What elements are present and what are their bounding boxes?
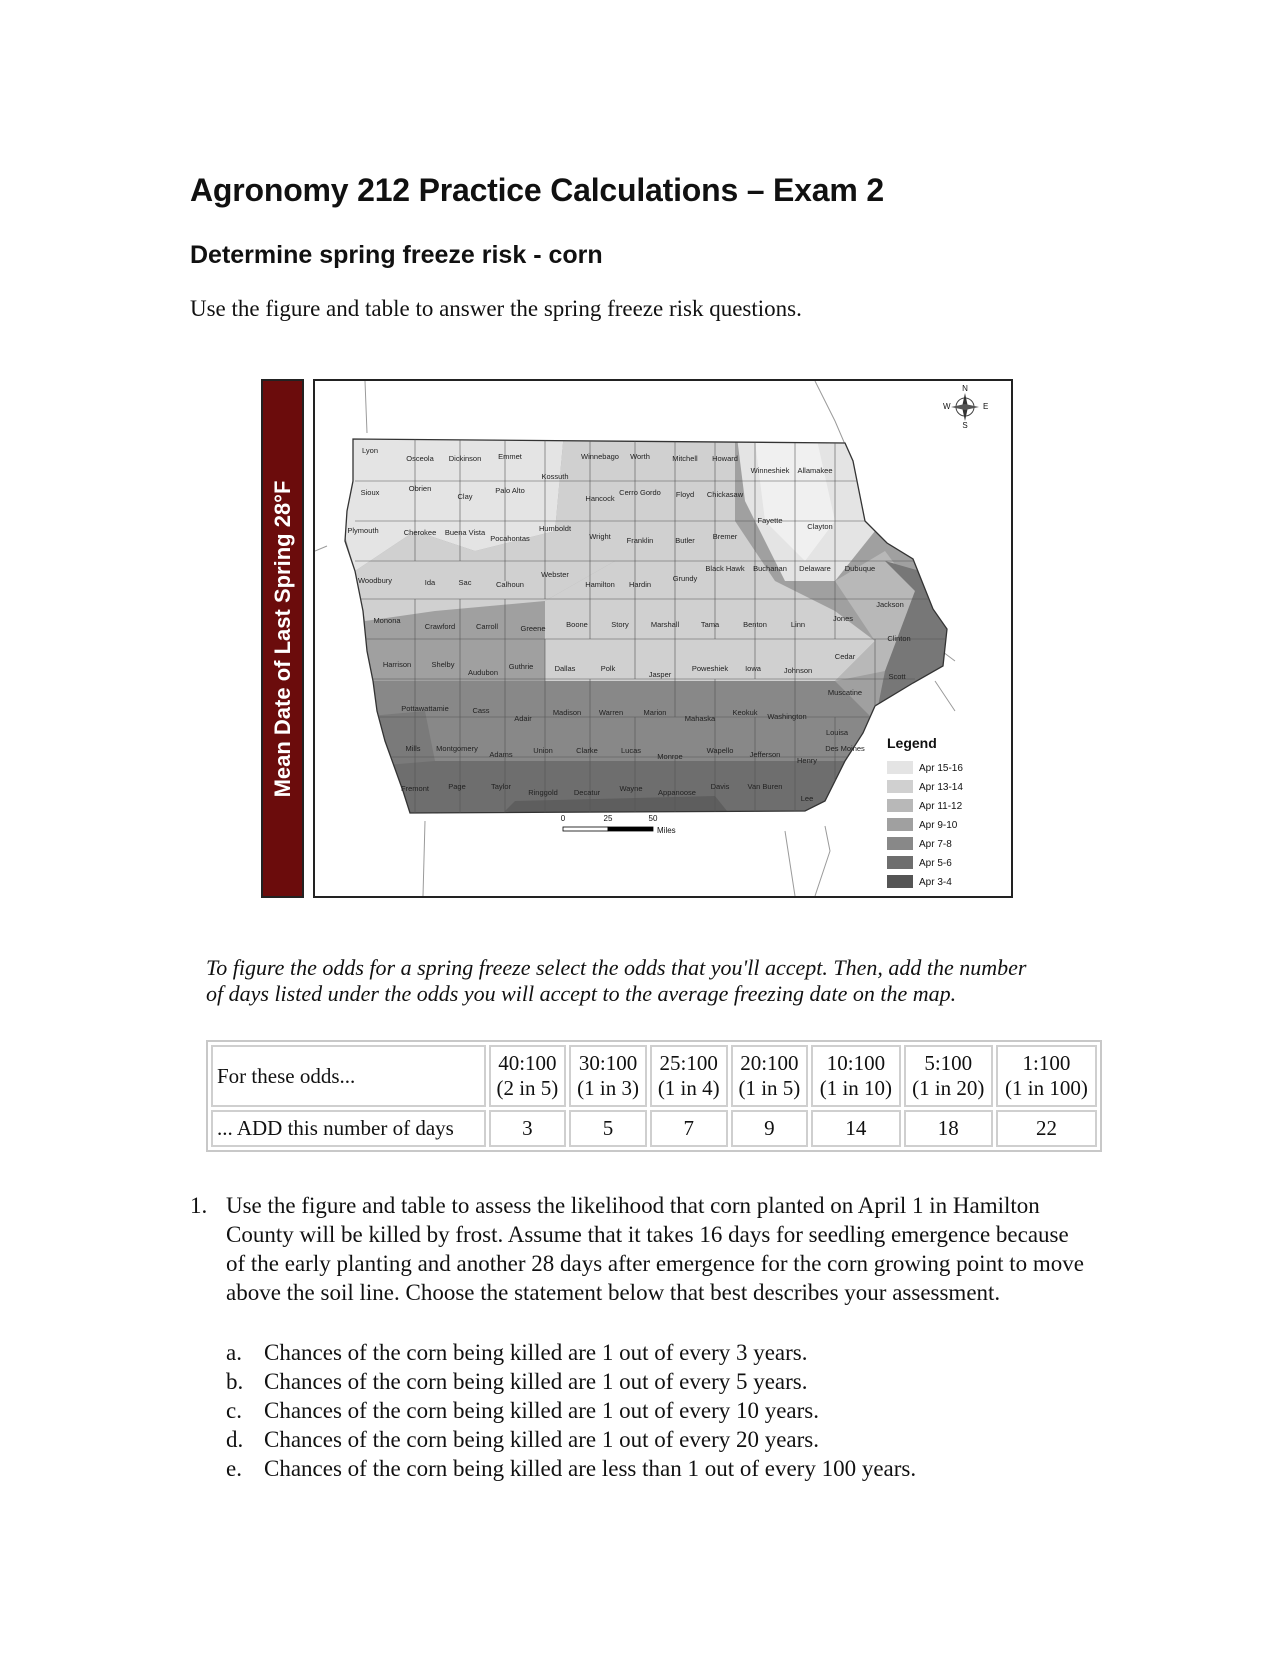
days-cell: 18: [904, 1110, 993, 1147]
days-cell: 9: [731, 1110, 809, 1147]
county-label: Allamakee: [797, 466, 833, 475]
county-label: Washington: [767, 712, 807, 721]
section-heading: Determine spring freeze risk - corn: [190, 241, 603, 269]
county-label: Poweshiek: [691, 664, 729, 673]
county-label: Calhoun: [496, 580, 524, 589]
legend-label: Apr 11-12: [919, 801, 963, 812]
north-arrow-icon: [943, 384, 988, 430]
county-label: Emmet: [498, 452, 522, 461]
svg-text:W: W: [943, 402, 951, 411]
county-label: Audubon: [467, 668, 499, 677]
county-label: Webster: [541, 570, 569, 579]
county-label: Butler: [675, 536, 695, 545]
answer-options: [226, 1338, 1086, 1483]
county-label: Van Buren: [747, 782, 783, 791]
county-label: Black Hawk: [705, 564, 745, 573]
legend-label: Apr 3-4: [919, 877, 952, 888]
county-label: Cherokee: [403, 528, 437, 537]
county-label: Howard: [712, 454, 738, 463]
county-label: Hardin: [628, 580, 652, 589]
county-label: Polk: [600, 664, 616, 673]
county-label: Adair: [514, 714, 532, 723]
county-label: Lee: [800, 794, 814, 803]
county-label: Des Moines: [825, 744, 865, 753]
county-label: Woodbury: [357, 576, 393, 585]
county-label: Boone: [566, 620, 588, 629]
county-label: Sac: [458, 578, 472, 587]
county-label: Worth: [630, 452, 650, 461]
county-label: Cerro Gordo: [619, 488, 661, 497]
svg-text:E: E: [983, 402, 989, 411]
county-label: Lyon: [362, 446, 378, 455]
county-label: Muscatine: [827, 688, 863, 697]
county-label: Wright: [589, 532, 611, 541]
county-label: Keokuk: [732, 708, 758, 717]
odds-cell: 20:100 (1 in 5): [731, 1045, 809, 1107]
county-label: Taylor: [490, 782, 512, 791]
county-label: Chickasaw: [706, 490, 744, 499]
svg-text:0: 0: [560, 814, 566, 823]
county-label: Franklin: [626, 536, 654, 545]
odds-cell: 1:100 (1 in 100): [996, 1045, 1097, 1107]
svg-text:N: N: [962, 384, 968, 393]
county-label: Bremer: [712, 532, 738, 541]
county-label: Mills: [405, 744, 421, 753]
county-label: Ringgold: [528, 788, 558, 797]
county-label: Hancock: [585, 494, 615, 503]
legend-swatch: [887, 856, 913, 869]
option-d: d. Chances of the corn being killed are 1 out of every 20 years.: [226, 1427, 819, 1452]
county-label: Clay: [457, 492, 473, 501]
county-label: Iowa: [745, 664, 761, 673]
county-label: Jones: [832, 614, 854, 623]
scale-bar: [561, 814, 676, 835]
county-label: Harrison: [382, 660, 412, 669]
odds-cell: 10:100 (1 in 10): [811, 1045, 900, 1107]
county-label: Mahaska: [684, 714, 716, 723]
county-label: Dallas: [554, 664, 576, 673]
county-label: Obrien: [408, 484, 432, 493]
days-cell: 7: [650, 1110, 728, 1147]
county-label: Tama: [700, 620, 720, 629]
days-cell: 14: [811, 1110, 900, 1147]
legend-swatch: [887, 780, 913, 793]
odds-cell: 30:100 (1 in 3): [569, 1045, 647, 1107]
county-label: Crawford: [424, 622, 456, 631]
county-label: Monroe: [657, 752, 683, 761]
legend-label: Apr 5-6: [919, 858, 952, 869]
days-cell: 3: [489, 1110, 567, 1147]
option-e: e. Chances of the corn being killed are less than 1 out of every 100 years.: [226, 1456, 917, 1481]
county-label: Lucas: [620, 746, 642, 755]
legend-swatch: [887, 837, 913, 850]
county-label: Marshall: [650, 620, 680, 629]
iowa-map-svg: [315, 381, 1011, 896]
county-label: Henry: [796, 756, 818, 765]
county-label: Marion: [643, 708, 667, 717]
odds-table: [206, 1040, 1102, 1152]
county-label: Linn: [790, 620, 806, 629]
svg-text:S: S: [962, 421, 968, 430]
county-label: Page: [448, 782, 466, 791]
county-label: Benton: [743, 620, 767, 629]
svg-text:Miles: Miles: [657, 826, 676, 835]
county-label: Jasper: [648, 670, 672, 679]
county-label: Shelby: [431, 660, 455, 669]
legend-label: Apr 13-14: [919, 782, 963, 793]
legend: [887, 735, 963, 888]
county-label: Grundy: [672, 574, 698, 583]
odds-cell: 5:100 (1 in 20): [904, 1045, 993, 1107]
county-label: Kossuth: [541, 472, 569, 481]
odds-row-header: For these odds...: [211, 1045, 486, 1107]
county-label: Fayette: [757, 516, 783, 525]
legend-label: Apr 15-16: [919, 763, 963, 774]
county-label: Story: [611, 620, 629, 629]
county-label: Guthrie: [508, 662, 534, 671]
county-label: Appanoose: [658, 788, 696, 797]
county-label: Humboldt: [538, 524, 572, 533]
county-label: Louisa: [825, 728, 849, 737]
county-label: Clayton: [807, 522, 833, 531]
option-c: c. Chances of the corn being killed are 1 out of every 10 years.: [226, 1398, 819, 1423]
days-row-header: ... ADD this number of days: [211, 1110, 486, 1147]
question-number: 1.: [190, 1193, 208, 1218]
county-label: Jefferson: [749, 750, 781, 759]
county-label: Greene: [520, 624, 546, 633]
option-a: a. Chances of the corn being killed are 1 out of every 3 years.: [226, 1340, 808, 1365]
county-label: Cass: [472, 706, 490, 715]
county-label: Clarke: [576, 746, 598, 755]
county-label: Dubuque: [844, 564, 876, 573]
county-label: Hamilton: [585, 580, 615, 589]
banner-title: Mean Date of Last Spring 28°F: [269, 480, 295, 797]
legend-label: Apr 9-10: [919, 820, 958, 831]
legend-swatch: [887, 799, 913, 812]
county-label: Johnson: [783, 666, 813, 675]
legend-label: Apr 7-8: [919, 839, 952, 850]
county-label: Monona: [373, 616, 401, 625]
county-label: Pocahontas: [490, 534, 530, 543]
odds-cell: 40:100 (2 in 5): [489, 1045, 567, 1107]
legend-swatch: [887, 818, 913, 831]
legend-swatch: [887, 875, 913, 888]
county-label: Carroll: [475, 622, 499, 631]
county-label: Floyd: [675, 490, 695, 499]
county-label: Cedar: [834, 652, 856, 661]
county-label: Buchanan: [753, 564, 787, 573]
county-label: Osceola: [406, 454, 434, 463]
county-label: Union: [533, 746, 553, 755]
county-label: Dickinson: [448, 454, 482, 463]
county-label: Winneshiek: [750, 466, 790, 475]
question-text: Use the figure and table to assess the likelihood that corn planted on April 1 in Hamilton County will be killed by frost. Assume that it takes 16 days for seedling emergence because of the early planting and another 28 days after emergence for the corn growing point to move above the soil line. Choose the statement below that best describes your assessment.: [226, 1193, 1084, 1305]
option-b: b. Chances of the corn being killed are 1 out of every 5 years.: [226, 1369, 808, 1394]
county-label: Adams: [489, 750, 513, 759]
county-label: Warren: [598, 708, 624, 717]
days-row: [211, 1110, 1097, 1147]
county-label: Mitchell: [672, 454, 698, 463]
county-label: Clinton: [887, 634, 911, 643]
county-label: Wapello: [706, 746, 734, 755]
county-label: Decatur: [573, 788, 601, 797]
county-label: Davis: [710, 782, 730, 791]
svg-text:25: 25: [603, 814, 613, 823]
svg-text:50: 50: [648, 814, 658, 823]
county-label: Scott: [888, 672, 906, 681]
legend-swatch: [887, 761, 913, 774]
county-label: Pottawattamie: [401, 704, 449, 713]
county-label: Ida: [424, 578, 436, 587]
county-label: Buena Vista: [444, 528, 486, 537]
odds-instructions: To figure the odds for a spring freeze select the odds that you'll accept. Then, add the number of days listed under the odds you will accept to the average freezing date on the map.: [206, 955, 1027, 1006]
odds-cell: 25:100 (1 in 4): [650, 1045, 728, 1107]
freeze-date-map: [313, 379, 1013, 898]
intro-text: Use the figure and table to answer the spring freeze risk questions.: [190, 296, 802, 321]
page-title: Agronomy 212 Practice Calculations – Exam 2: [190, 172, 884, 208]
figure-banner: [261, 379, 304, 898]
county-label: Plymouth: [347, 526, 379, 535]
days-cell: 5: [569, 1110, 647, 1147]
county-label: Palo Alto: [495, 486, 525, 495]
days-cell: 22: [996, 1110, 1097, 1147]
county-label: Fremont: [401, 784, 429, 793]
county-label: Winnebago: [581, 452, 619, 461]
county-label: Delaware: [799, 564, 831, 573]
county-label: Sioux: [360, 488, 380, 497]
legend-title: Legend: [887, 735, 937, 751]
county-label: Madison: [552, 708, 582, 717]
county-label: Jackson: [876, 600, 904, 609]
odds-row: [211, 1045, 1097, 1107]
county-label: Montgomery: [436, 744, 478, 753]
county-label: Wayne: [619, 784, 643, 793]
